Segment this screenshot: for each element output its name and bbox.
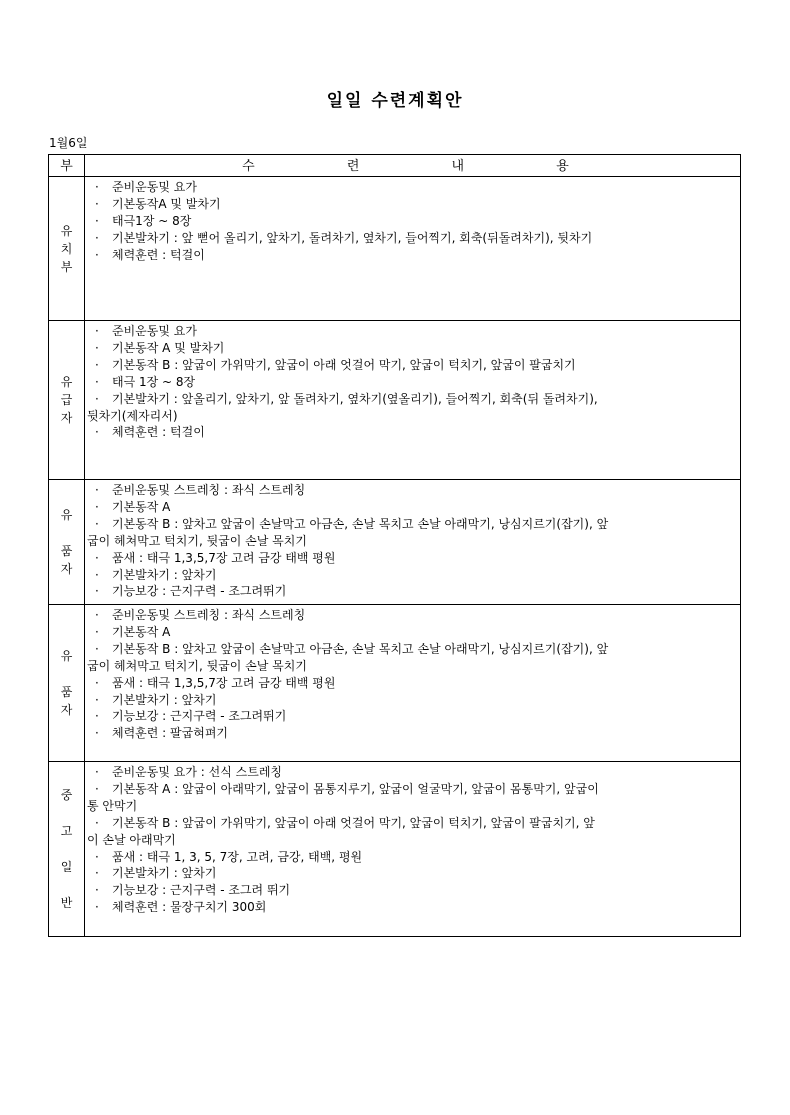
bullet-icon: · xyxy=(95,900,99,915)
table-row xyxy=(49,321,741,480)
bullet-icon: · xyxy=(95,765,99,779)
bullet-icon: · xyxy=(95,391,99,406)
group-label-char: 자 xyxy=(60,411,73,425)
table-row xyxy=(49,605,741,762)
list-item xyxy=(87,391,740,408)
bullet-icon: · xyxy=(95,608,99,622)
header-content-cell: 수 련 내 용 xyxy=(85,155,741,177)
bullet-icon: · xyxy=(95,180,99,194)
group-label-char xyxy=(49,876,84,894)
list-item xyxy=(87,764,740,781)
content-cell xyxy=(85,177,741,321)
group-label-char: 유 xyxy=(60,223,73,238)
list-item-text: 기본동작 A 및 발차기 xyxy=(112,340,225,355)
list-item-text: 굽이 헤쳐막고 턱치기, 뒷굽이 손날 목치기 xyxy=(87,533,307,548)
list-item xyxy=(87,624,740,641)
list-item xyxy=(87,550,740,567)
list-item-text: 품새 : 태극 1, 3, 5, 7장, 고려, 금강, 태백, 평원 xyxy=(112,849,363,864)
list-item xyxy=(87,408,740,425)
list-item-text: 기본동작 A xyxy=(112,499,171,514)
bullet-icon: · xyxy=(95,247,99,262)
list-item-text: 준비운동및 스트레칭 : 좌식 스트레칭 xyxy=(112,483,306,497)
list-item-text: 통 안막기 xyxy=(87,798,138,813)
list-item xyxy=(87,641,740,658)
list-item xyxy=(87,213,740,230)
table-header-row xyxy=(49,155,741,177)
group-label-char xyxy=(49,665,84,683)
list-item xyxy=(87,567,740,584)
bullet-icon: · xyxy=(95,340,99,355)
bullet-icon: · xyxy=(95,483,99,497)
bullet-icon: · xyxy=(95,866,99,881)
bullet-icon: · xyxy=(95,624,99,639)
group-label-char: 자 xyxy=(60,562,73,576)
list-item-text: 체력훈련 : 턱걸이 xyxy=(112,247,205,262)
list-item-text: 준비운동및 요가 : 선식 스트레칭 xyxy=(112,765,282,779)
list-item xyxy=(87,247,740,264)
bullet-icon: · xyxy=(95,584,99,599)
list-item-text: 준비운동및 요가 xyxy=(112,324,197,338)
date-label: 1월6일 xyxy=(49,136,88,150)
group-label-char: 고 xyxy=(60,824,73,838)
list-item xyxy=(87,499,740,516)
table-row xyxy=(49,480,741,605)
header-group-cell: 부 xyxy=(49,155,85,177)
group-label-char: 유 xyxy=(60,375,73,389)
list-item-text: 굽이 헤쳐막고 턱치기, 뒷굽이 손날 목치기 xyxy=(87,658,307,673)
group-label-cell xyxy=(49,321,85,480)
list-item xyxy=(87,230,740,247)
list-item-text: 기본동작 B : 앞굽이 가위막기, 앞굽이 아래 엇걸어 막기, 앞굽이 턱치기, 앞굽이 팔굽치기 xyxy=(112,357,576,372)
list-item xyxy=(87,899,740,916)
list-item xyxy=(87,708,740,725)
bullet-icon: · xyxy=(95,516,99,531)
list-item-text: 기능보강 : 근지구력 - 조그려뛰기 xyxy=(112,709,287,724)
list-item-text: 태극 1장 ~ 8장 xyxy=(112,374,196,389)
bullet-icon: · xyxy=(95,709,99,724)
bullet-icon: · xyxy=(95,357,99,372)
list-item-text: 기본동작 B : 앞굽이 가위막기, 앞굽이 아래 엇걸어 막기, 앞굽이 턱치기, 앞굽이 팔굽치기, 앞 xyxy=(112,815,595,830)
list-item xyxy=(87,849,740,866)
content-cell xyxy=(85,605,741,762)
list-item xyxy=(87,179,740,196)
list-item-text: 태극1장 ~ 8장 xyxy=(112,213,192,228)
table-row xyxy=(49,177,741,321)
group-label-char: 품 xyxy=(60,685,73,699)
group-label-char: 중 xyxy=(60,788,73,802)
group-label-char: 유 xyxy=(60,508,73,522)
list-item-text: 이 손날 아래막기 xyxy=(87,832,176,847)
list-item-text: 기능보강 : 근지구력 - 조그려뛰기 xyxy=(112,584,287,599)
list-item-text: 기본발차기 : 앞차기 xyxy=(112,567,217,582)
content-cell xyxy=(85,762,741,937)
content-cell xyxy=(85,480,741,605)
group-label-char: 일 xyxy=(60,860,73,874)
bullet-icon: · xyxy=(95,230,99,245)
list-item xyxy=(87,374,740,391)
list-item-text: 기본동작 B : 앞차고 앞굽이 손날막고 아금손, 손날 목치고 손날 아래막기, 낭심지르기(잡기), 앞 xyxy=(112,641,609,656)
list-item xyxy=(87,725,740,742)
group-label-cell xyxy=(49,605,85,762)
bullet-icon: · xyxy=(95,815,99,830)
content-cell xyxy=(85,321,741,480)
list-item-text: 체력훈련 : 턱걸이 xyxy=(112,425,205,440)
list-item xyxy=(87,323,740,340)
list-item xyxy=(87,815,740,832)
list-item-text: 기본발차기 : 앞차기 xyxy=(112,692,217,707)
list-item xyxy=(87,675,740,692)
bullet-icon: · xyxy=(95,324,99,338)
list-item xyxy=(87,607,740,624)
bullet-icon: · xyxy=(95,883,99,898)
list-item-text: 뒷차기(제자리서) xyxy=(87,408,178,423)
list-item-text: 기능보강 : 근지구력 - 조그려 뛰기 xyxy=(112,883,291,898)
bullet-icon: · xyxy=(95,781,99,796)
list-item-text: 준비운동및 요가 xyxy=(112,180,197,194)
list-item-text: 기본동작 A : 앞굽이 아래막기, 앞굽이 몸통지루기, 앞굽이 얼굴막기, 앞굽이 몸통막기, 앞굽이 xyxy=(112,781,599,796)
bullet-icon: · xyxy=(95,499,99,514)
list-item-text: 체력훈련 : 물장구치기 300회 xyxy=(112,900,267,915)
group-label-char: 자 xyxy=(60,703,73,717)
group-label-char: 반 xyxy=(60,896,73,910)
list-item-text: 품새 : 태극 1,3,5,7장 고려 금강 태백 평원 xyxy=(112,550,336,565)
training-plan-table xyxy=(48,154,741,937)
group-label-char xyxy=(49,804,84,822)
list-item xyxy=(87,516,740,533)
group-label-char: 유 xyxy=(60,649,73,663)
list-item xyxy=(87,424,740,441)
group-label-cell xyxy=(49,762,85,937)
bullet-icon: · xyxy=(95,641,99,656)
bullet-icon: · xyxy=(95,374,99,389)
list-item xyxy=(87,196,740,213)
bullet-icon: · xyxy=(95,567,99,582)
bullet-icon: · xyxy=(95,550,99,565)
list-item-text: 체력훈련 : 팔굽혀펴기 xyxy=(112,726,229,741)
list-item xyxy=(87,798,740,815)
bullet-icon: · xyxy=(95,675,99,690)
list-item-text: 준비운동및 스트레칭 : 좌식 스트레칭 xyxy=(112,608,306,622)
list-item xyxy=(87,357,740,374)
group-label-char: 급 xyxy=(60,393,73,407)
group-label-cell xyxy=(49,177,85,321)
list-item-text: 기본동작 B : 앞차고 앞굽이 손날막고 아금손, 손날 목치고 손날 아래막기, 낭심지르기(잡기), 앞 xyxy=(112,516,609,531)
group-label-char: 치 xyxy=(60,241,73,256)
list-item-text: 기본발차기 : 앞차기 xyxy=(112,866,217,881)
list-item xyxy=(87,340,740,357)
list-item xyxy=(87,658,740,675)
bullet-icon: · xyxy=(95,213,99,228)
list-item-text: 품새 : 태극 1,3,5,7장 고려 금강 태백 평원 xyxy=(112,675,336,690)
list-item-text: 기본발차기 : 앞올리기, 앞차기, 앞 돌려차기, 옆차기(옆올리기), 들어찍기, 회축(뒤 돌려차기), xyxy=(112,391,598,406)
list-item xyxy=(87,832,740,849)
bullet-icon: · xyxy=(95,726,99,741)
group-label-char xyxy=(49,840,84,858)
list-item xyxy=(87,583,740,600)
list-item-text: 기본동작A 및 발차기 xyxy=(112,196,221,211)
list-item xyxy=(87,781,740,798)
bullet-icon: · xyxy=(95,692,99,707)
list-item xyxy=(87,482,740,499)
group-label-cell xyxy=(49,480,85,605)
bullet-icon: · xyxy=(95,425,99,440)
list-item xyxy=(87,533,740,550)
list-item-text: 기본발차기 : 앞 뻗어 올리기, 앞차기, 돌려차기, 옆차기, 들어찍기, 회축(뒤돌려차기), 뒷차기 xyxy=(112,230,593,245)
list-item-text: 기본동작 A xyxy=(112,624,171,639)
list-item xyxy=(87,882,740,899)
list-item xyxy=(87,865,740,882)
bullet-icon: · xyxy=(95,196,99,211)
list-item xyxy=(87,692,740,709)
table-row xyxy=(49,762,741,937)
group-label-char xyxy=(49,524,84,542)
group-label-char: 부 xyxy=(60,259,73,274)
group-label-char: 품 xyxy=(60,544,73,558)
bullet-icon: · xyxy=(95,849,99,864)
document-title: 일일 수련계획안 xyxy=(326,91,464,111)
